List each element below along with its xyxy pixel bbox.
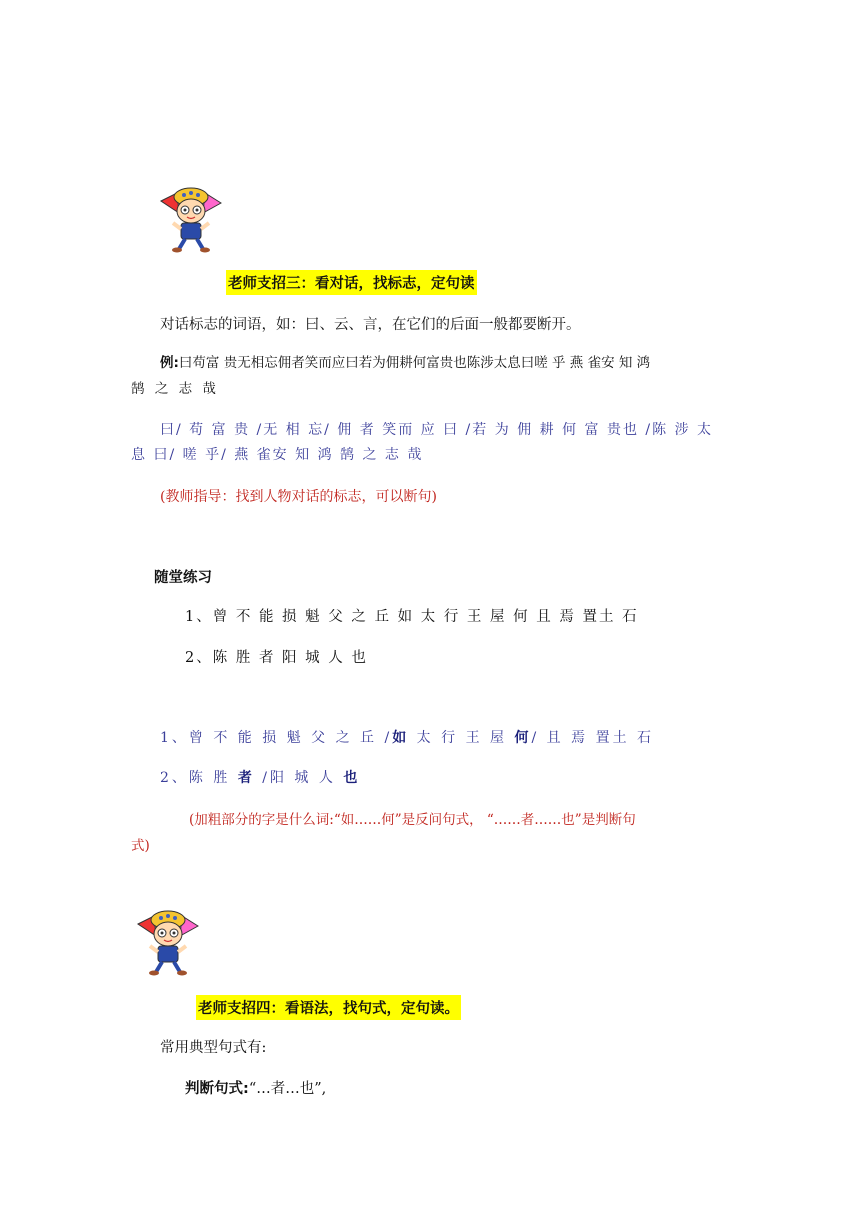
mascot-icon — [155, 183, 227, 257]
practice-answer-1 — [160, 727, 654, 747]
answer-line-2: 息 曰/ 嗟 乎/ 燕 雀安 知 鸿 鹄 之 志 哉 — [131, 447, 424, 463]
answer-2-part2: /阳 城 人 — [254, 770, 344, 786]
answer-1-bold2: 何 — [514, 730, 532, 746]
example-line-1 — [160, 351, 650, 371]
judge-sentence-line — [185, 1077, 326, 1098]
judge-label: 判断句式: — [185, 1081, 249, 1097]
answer-1-part1: 1、曾 不 能 损 魁 父 之 丘 / — [160, 730, 393, 746]
example-line-2: 鹄 之 志 哉 — [131, 381, 219, 397]
practice-note-line-2: 式) — [131, 838, 150, 854]
mascot-icon — [132, 906, 204, 980]
answer-1-part2: 太 行 王 屋 — [409, 730, 515, 746]
example-label: 例: — [160, 355, 179, 371]
answer-2-bold2: 也 — [343, 770, 361, 786]
section4-intro: 常用典型句式有: — [160, 1040, 267, 1056]
practice-note-line-1: (加粗部分的字是什么词:“如……何”是反问句式， “……者……也”是判断句 — [189, 812, 636, 828]
practice-question-2: 2、陈 胜 者 阳 城 人 也 — [185, 650, 368, 666]
section3-heading: 老师支招三：看对话，找标志，定句读 — [226, 270, 477, 295]
practice-title: 随堂练习 — [154, 570, 212, 586]
example-text-1: 曰苟富 贵无相忘佣者笑而应曰若为佣耕何富贵也陈涉太息曰嗟 乎 燕 雀安 知 鸿 — [178, 355, 651, 371]
practice-answer-2 — [160, 767, 360, 787]
judge-value: “…者…也”, — [248, 1081, 327, 1097]
answer-2-bold1: 者 — [237, 770, 255, 786]
answer-1-part3: / 且 焉 置土 石 — [531, 730, 655, 746]
teacher-note: (教师指导：找到人物对话的标志，可以断句) — [160, 489, 437, 505]
section3-intro: 对话标志的词语，如：曰、云、言，在它们的后面一般都要断开。 — [160, 317, 581, 333]
practice-question-1: 1、曾 不 能 损 魁 父 之 丘 如 太 行 王 屋 何 且 焉 置土 石 — [185, 609, 639, 625]
section4-heading: 老师支招四：看语法，找句式，定句读。 — [196, 995, 461, 1020]
answer-line-1: 曰/ 苟 富 贵 /无 相 忘/ 佣 者 笑而 应 曰 /若 为 佣 耕 何 富 贵也 /陈 涉 太 — [160, 422, 714, 438]
answer-2-part1: 2、陈 胜 — [160, 770, 238, 786]
answer-1-bold1: 如 — [392, 730, 410, 746]
